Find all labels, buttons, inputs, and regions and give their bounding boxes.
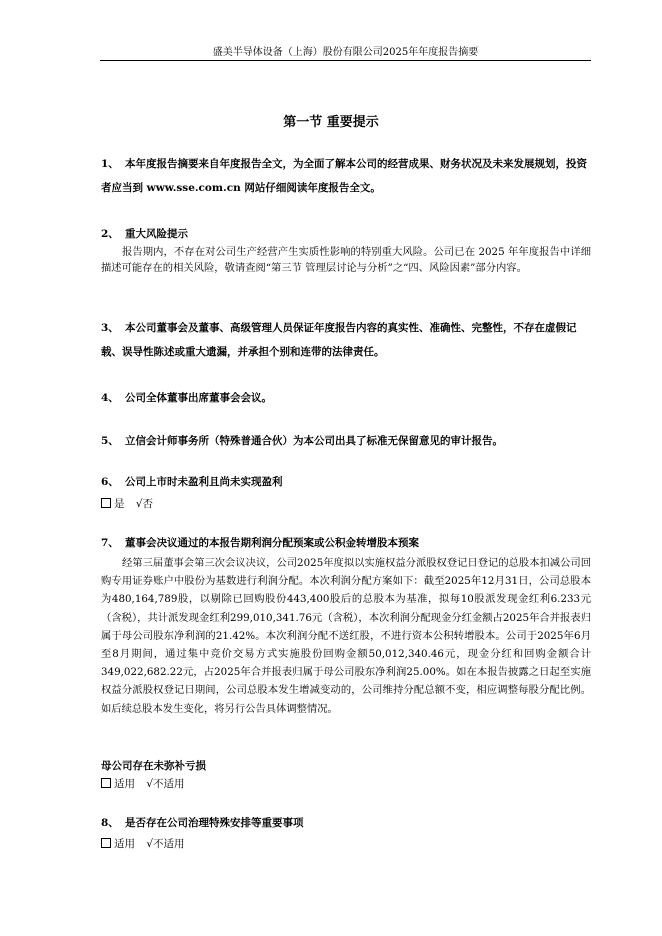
checkbox-empty-icon <box>101 838 111 848</box>
item-4 <box>101 390 591 405</box>
item-2-title: 重大风险提示 <box>125 228 188 240</box>
item-6-heading <box>101 474 591 489</box>
item-1-number: 1、 <box>101 158 119 170</box>
item-2-heading <box>101 226 591 241</box>
item-7-options <box>101 776 591 791</box>
item-6-title: 公司上市时未盈利且尚未实现盈利 <box>125 476 283 488</box>
item-2-body: 报告期内，不存在对公司生产经营产生实质性影响的特别重大风险。公司已在 2025 年年度报告中详细描述可能存在的相关风险，敬请查阅“第三节 管理层讨论与分析”之“四、风险因素”部分内容。 <box>101 246 591 275</box>
item-8-option-b: √不适用 <box>146 838 185 850</box>
item-3 <box>101 316 591 364</box>
item-5 <box>101 433 591 448</box>
item-7-option-b: √不适用 <box>146 778 185 790</box>
item-1-text: 本年度报告摘要来自年度报告全文，为全面了解本公司的经营成果、财务状况及未来发展规划，投资者应当到 www.sse.com.cn 网站仔细阅读年度报告全文。 <box>101 158 587 194</box>
item-4-number: 4、 <box>101 392 119 404</box>
item-8-heading <box>101 815 591 830</box>
item-6-options <box>101 496 591 511</box>
section-title: 第一节 重要提示 <box>283 115 379 130</box>
item-7-body: 经第三届董事会第三次会议决议，公司2025年度拟以实施权益分派股权登记日登记的总股本扣减公司回购专用证券账户中股份为基数进行利润分配。本次利润分配方案如下：截至2025年12月31日，公司总股本为480,164,789股，以剔除已回购股份443,400股后的总股本为基准，拟每10股派发现金红利6.233元（含税），共计派发现金红利299,010,341.76元（含税），本次利润分配现金分红金额占2025年合并报表归属于母公司股东净利润的21.42%。本次利润分配不送红股，不进行资本公积转增股本。公司于2025年6月至8月期间，通过集中竞价交易方式实施股份回购金额50,012,340.46元，现金分红和回购金额合计349,022,682.22元，占2025年合并报表归属于母公司股东净利润25.00%。如在本报告披露之日起至实施权益分派股权登记日期间，公司总股本发生增减变动的，公司维持分配总额不变，相应调整每股分配比例。如后续总股本发生变化，将另行公告具体调整情况。 <box>101 557 591 715</box>
item-5-number: 5、 <box>101 435 119 447</box>
item-8-number: 8、 <box>101 817 119 829</box>
item-8-option-a: 适用 <box>114 838 135 850</box>
item-7-heading <box>101 535 591 550</box>
item-8-title: 是否存在公司治理特殊安排等重要事项 <box>125 817 304 829</box>
checkbox-empty-icon <box>101 498 111 508</box>
item-8-options <box>101 836 591 851</box>
item-3-text: 本公司董事会及董事、高级管理人员保证年度报告内容的真实性、准确性、完整性，不存在虚假记载、误导性陈述或重大遗漏，并承担个别和连带的法律责任。 <box>101 322 577 358</box>
item-7-option-a: 适用 <box>114 778 135 790</box>
item-2-number: 2、 <box>101 228 119 240</box>
item-7-number: 7、 <box>101 537 119 549</box>
item-6-option-a: 是 <box>114 498 125 510</box>
item-5-text: 立信会计师事务所（特殊普通合伙）为本公司出具了标准无保留意见的审计报告。 <box>125 435 503 447</box>
item-6-number: 6、 <box>101 476 119 488</box>
page-header: 盛美半导体设备（上海）股份有限公司2025年年度报告摘要 <box>100 46 591 61</box>
checkbox-empty-icon <box>101 778 111 788</box>
item-1 <box>101 152 591 200</box>
item-4-text: 公司全体董事出席董事会会议。 <box>125 392 272 404</box>
item-7-title: 董事会决议通过的本报告期利润分配预案或公积金转增股本预案 <box>125 537 419 549</box>
item-6-option-b: √否 <box>135 498 154 510</box>
item-3-number: 3、 <box>101 322 119 334</box>
item-7-subtitle: 母公司存在未弥补亏损 <box>101 760 206 772</box>
